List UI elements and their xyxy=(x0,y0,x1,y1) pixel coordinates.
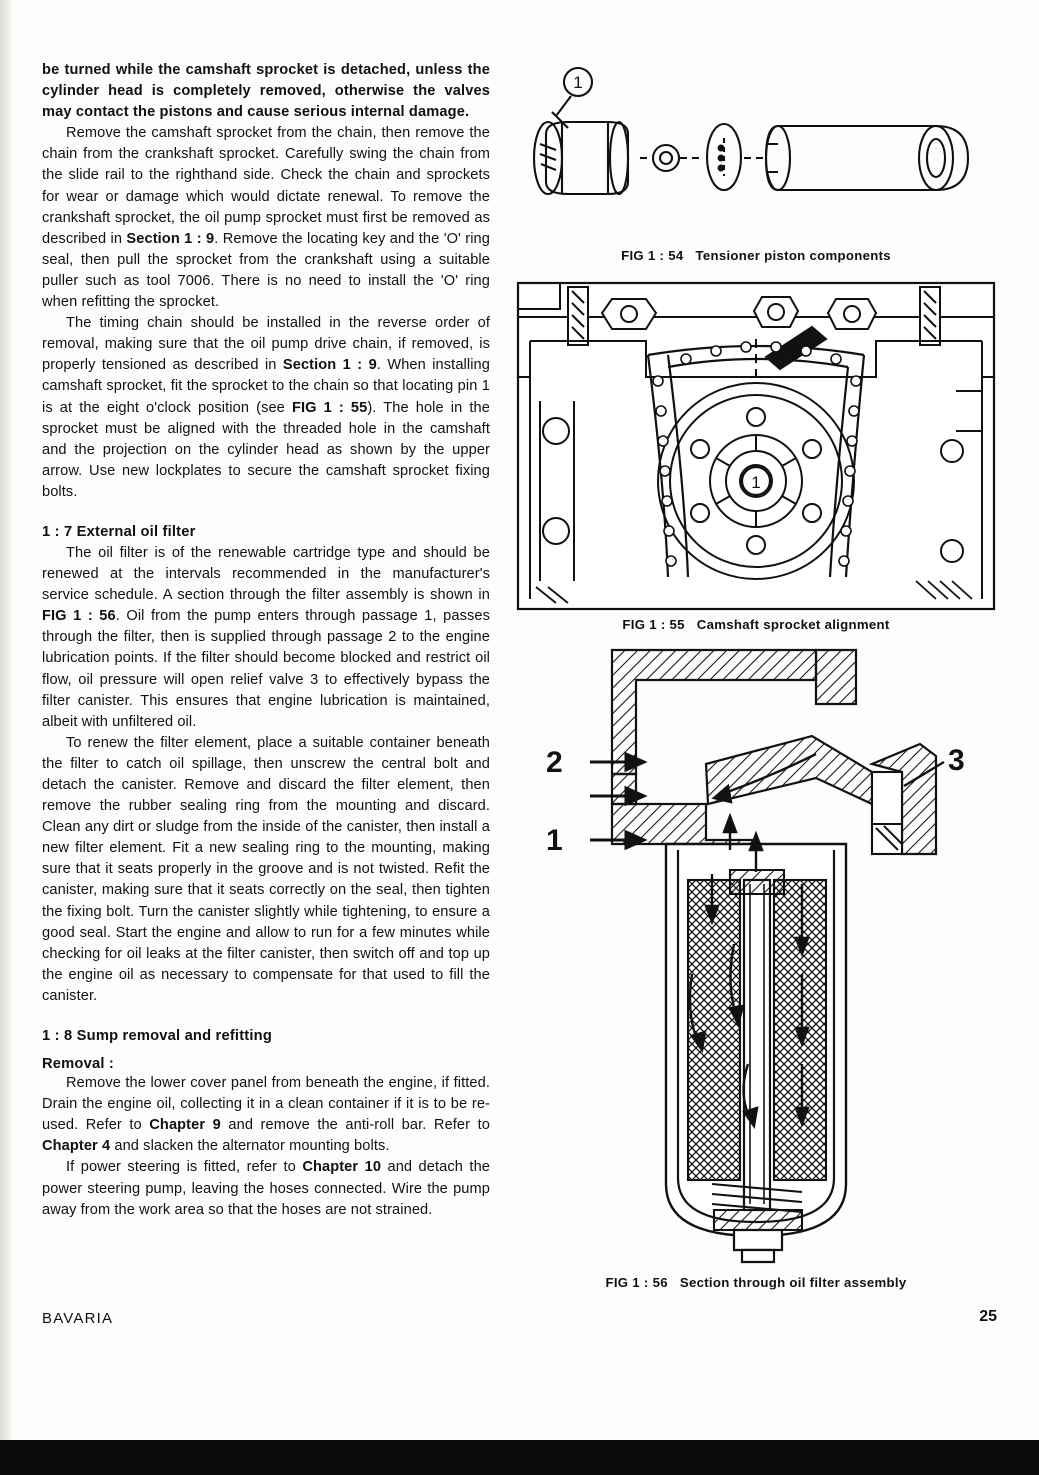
s18p1-part-b: and remove the anti-roll bar. Refer to xyxy=(220,1117,490,1134)
paragraph-remove-sprocket xyxy=(42,123,490,313)
fig-1-56-illustration xyxy=(516,644,996,1269)
callout-1-label: 1 xyxy=(751,473,761,492)
fig-1-56-number: FIG 1 : 56 xyxy=(605,1275,668,1290)
s18p2-part-b: and detach the power steering pump, leaving the hoses connected. Wire the pump away from the work area so that the hoses are not strained. xyxy=(42,1159,490,1218)
paragraph-oil-filter-desc xyxy=(42,543,490,733)
fixing-bolt-head xyxy=(734,1230,782,1250)
footer-brand: BAVARIA xyxy=(42,1310,114,1327)
callout-1-label: 1 xyxy=(546,824,563,857)
heading-external-oil-filter: 1 : 7 External oil filter xyxy=(42,523,196,540)
figure-oil-filter-section xyxy=(516,644,996,1290)
para2-section-ref: Section 1 : 9 xyxy=(282,357,377,374)
scan-bottom-edge xyxy=(0,1440,1039,1475)
s17p1-part-a: The oil filter is of the renewable cartridge type and should be renewed at the intervals recommended in the manufacturer's service schedule. A section through the filter assembly is shown in xyxy=(42,544,490,604)
paragraph-timing-chain xyxy=(42,313,490,503)
page-edge-shadow xyxy=(0,0,14,1440)
para1-part-b: . Remove the locating key and the 'O' ring seal, then pull the sprocket from the crankshaft using a suitable puller such as tool 7006. There is no need to install the 'O' ring when refitting the sprocket. xyxy=(42,230,490,311)
paragraph-renew-filter-element: To renew the filter element, place a suitable container beneath the filter to catch oil spillage, then unscrew the central bolt and detach the canister. Remove and discard the filter element, then remove the rubber sealing ring from the mounting and discard. Clean any dirt or sludge from the inside of the canister, then install a new filter element. Fit a new sealing ring to the mounting, making sure that it seats properly in the groove and is not twisted. Refit the canister, making sure that it seats correctly on the seal, then tighten the fixing bolt. Turn the canister slightly while tightening, to ensure a good seal. Start the engine and allow to run for a few minutes while checking for oil leaks at the filter canister, then switch off and top up the engine oil as necessary to compensate for that used to fill the canister. xyxy=(42,734,490,1004)
fig-1-55-illustration xyxy=(516,281,996,611)
lead-paragraph: be turned while the camshaft sprocket is detached, unless the cylinder head is completely removed, otherwise the valves may contact the pistons and cause serious internal damage. xyxy=(42,62,490,121)
callout-2-label: 2 xyxy=(546,746,563,779)
subheading-removal: Removal : xyxy=(42,1056,114,1073)
para1-part-a: Remove the camshaft sprocket from the chain, then remove the chain from the crankshaft sprocket. Carefully swing the chain from the slide rail to the righthand side. Check the chain and sprockets for wear or damage which would dictate renewal. To remove the crankshaft sprocket, the oil pump sprocket must first be removed as described in xyxy=(42,125,490,247)
housing-top-right xyxy=(816,650,856,704)
heading-sump-removal: 1 : 8 Sump removal and refitting xyxy=(42,1028,273,1045)
central-bolt xyxy=(744,880,770,1210)
fig-1-54-caption xyxy=(516,248,996,263)
callout-1-label: 1 xyxy=(573,73,583,92)
filter-element-left xyxy=(688,880,740,1180)
paragraph-removal-step-1 xyxy=(42,1073,490,1157)
figure-camshaft-sprocket-alignment xyxy=(516,281,996,632)
fig-1-56-title: Section through oil filter assembly xyxy=(679,1275,907,1290)
fig-1-55-number: FIG 1 : 55 xyxy=(622,617,685,632)
paragraph-removal-step-2 xyxy=(42,1157,490,1220)
para2-part-a: The timing chain should be installed in the reverse order of removal, making sure that the oil pump drive chain, if removed, is properly tensioned as described in xyxy=(42,315,490,374)
s18p2-part-a: If power steering is fitted, refer to xyxy=(66,1159,303,1176)
s18p1-chapter-ref-4: Chapter 4 xyxy=(42,1138,111,1155)
fig-1-54-title: Tensioner piston components xyxy=(695,248,891,263)
left-text-column xyxy=(42,60,490,1221)
fig-1-55-caption xyxy=(516,617,996,632)
s17p1-figure-ref: FIG 1 : 56 xyxy=(42,608,116,625)
para2-figure-ref: FIG 1 : 55 xyxy=(291,399,368,416)
figure-tensioner-piston-components xyxy=(516,52,996,263)
relief-valve-bore xyxy=(872,772,902,854)
right-figure-column xyxy=(516,52,996,1290)
para2-part-c: ). The hole in the sprocket must be aligned with the threaded hole in the camshaft and the projection on the cylinder head as shown by the upper arrow. Use new lockplates to secure the camshaft sprocket fixing bolts. xyxy=(42,399,490,500)
para2-part-b: . When installing camshaft sprocket, fit the sprocket to the chain so that locating pin 1 is at the eight o'clock position (see xyxy=(42,357,490,416)
para1-section-ref: Section 1 : 9 xyxy=(126,230,215,247)
callout-3-label: 3 xyxy=(948,744,965,777)
fig-1-56-caption xyxy=(516,1275,996,1290)
fig-1-55-title: Camshaft sprocket alignment xyxy=(696,617,890,632)
fig-1-54-illustration xyxy=(516,52,996,242)
housing-arm xyxy=(706,736,872,804)
s18p2-chapter-ref-10: Chapter 10 xyxy=(302,1159,382,1176)
s18p1-chapter-ref-9: Chapter 9 xyxy=(149,1117,221,1134)
fig-1-54-number: FIG 1 : 54 xyxy=(621,248,684,263)
s18p1-part-a: Remove the lower cover panel from beneath the engine, if fitted. Drain the engine oil, collecting it in a clean container if it is to be re-used. Refer to xyxy=(42,1075,490,1134)
s17p1-part-b: . Oil from the pump enters through passage 1, passes through the filter, then is supplied through passage 2 to the engine lubrication points. If the filter should become blocked and restrict oil flow, oil pressure will open relief valve 3 to effectively bypass the filter canister. This ensures that engine lubrication is maintained, albeit with unfiltered oil. xyxy=(42,608,490,730)
s18p1-part-c: and slacken the alternator mounting bolts. xyxy=(110,1138,390,1155)
footer-page-number: 25 xyxy=(979,1308,997,1325)
